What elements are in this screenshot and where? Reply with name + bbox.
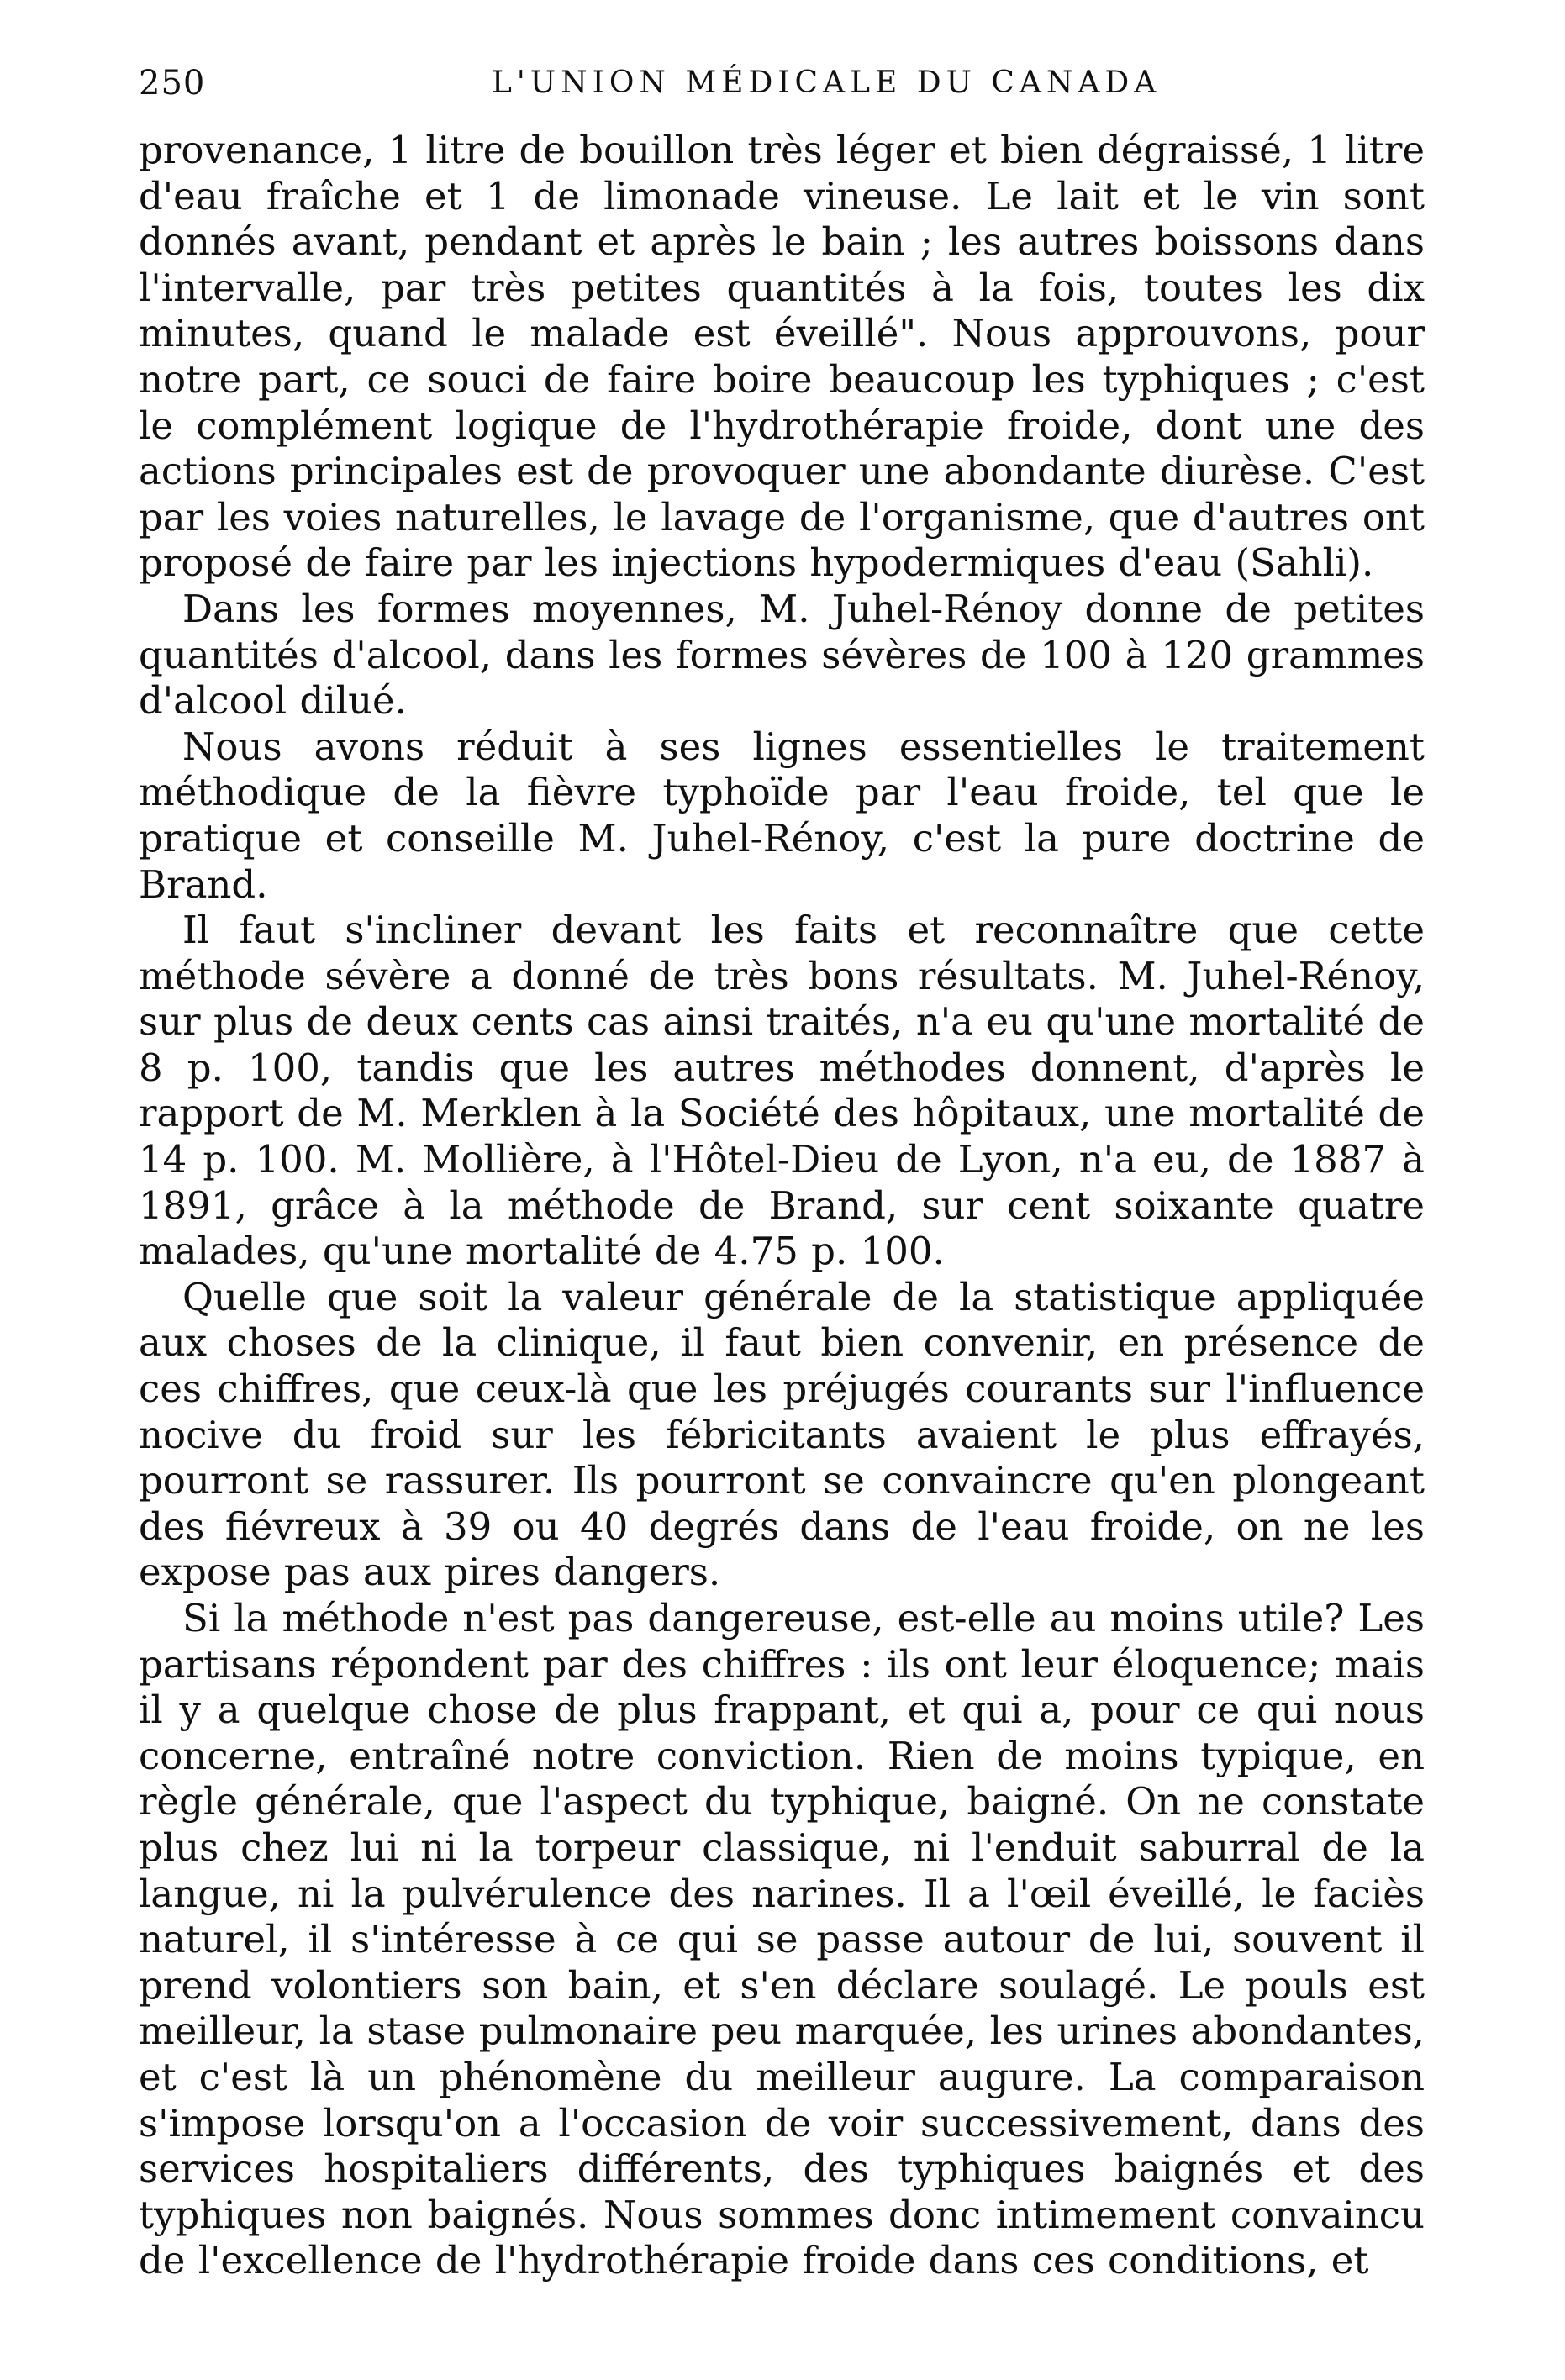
paragraph-3: Nous avons réduit à ses lignes essentielles le traitement méthodique de la fièvre typhoïde par l'eau froide, tel que le pratique et conseille M. Juhel-Rénoy, c'est la pure doctrine de Brand. — [139, 724, 1425, 907]
paragraph-1: provenance, 1 litre de bouillon très léger et bien dégraissé, 1 litre d'eau fraîche et 1 de limonade vineuse. Le lait et le vin sont donnés avant, pendant et après le bain ; les autres boissons dans l'intervalle, par très petites quantités à la fois, toutes les dix minutes, quand le malade est éveillé". Nous approuvons, pour notre part, ce souci de faire boire beaucoup les typhiques ; c'est le complément logique de l'hydrothérapie froide, dont une des actions principales est de provoquer une abondante diurèse. C'est par les voies naturelles, le lavage de l'organisme, que d'autres ont proposé de faire par les injections hypodermiques d'eau (Sahli). — [139, 128, 1425, 586]
body-text — [139, 128, 1425, 2284]
page-number: 250 — [139, 64, 206, 103]
paragraph-5: Quelle que soit la valeur générale de la statistique appliquée aux choses de la clinique, il faut bien convenir, en présence de ces chiffres, que ceux-là que les préjugés courants sur l'influence nocive du froid sur les fébricitants avaient le plus effrayés, pourront se rassurer. Ils pourront se convaincre qu'en plongeant des fiévreux à 39 ou 40 degrés dans de l'eau froide, on ne les expose pas aux pires dangers. — [139, 1274, 1425, 1595]
paragraph-4: Il faut s'incliner devant les faits et reconnaître que cette méthode sévère a donné de très bons résultats. M. Juhel-Rénoy, sur plus de deux cents cas ainsi traités, n'a eu qu'une mortalité de 8 p. 100, tandis que les autres méthodes donnent, d'après le rapport de M. Merklen à la Société des hôpitaux, une mortalité de 14 p. 100. M. Mollière, à l'Hôtel-Dieu de Lyon, n'a eu, de 1887 à 1891, grâce à la méthode de Brand, sur cent soixante quatre malades, qu'une mortalité de 4.75 p. 100. — [139, 908, 1425, 1274]
paragraph-2: Dans les formes moyennes, M. Juhel-Rénoy donne de petites quantités d'alcool, dans les formes sévères de 100 à 120 grammes d'alcool dilué. — [139, 586, 1425, 724]
page-header — [139, 54, 1425, 113]
running-head: L'UNION MÉDICALE DU CANADA — [492, 66, 1162, 100]
paragraph-6: Si la méthode n'est pas dangereuse, est-elle au moins utile? Les partisans répondent par des chiffres : ils ont leur éloquence; mais il y a quelque chose de plus frappant, et qui a, pour ce qui nous concerne, entraîné notre conviction. Rien de moins typique, en règle générale, que l'aspect du typhique, baigné. On ne constate plus chez lui ni la torpeur classique, ni l'enduit saburral de la langue, ni la pulvérulence des narines. Il a l'œil éveillé, le faciès naturel, il s'intéresse à ce qui se passe autour de lui, souvent il prend volontiers son bain, et s'en déclare soulagé. Le pouls est meilleur, la stase pulmonaire peu marquée, les urines abondantes, et c'est là un phénomène du meilleur augure. La comparaison s'impose lorsqu'on a l'occasion de voir successivement, dans des services hospitaliers différents, des typhiques baignés et des typhiques non baignés. Nous sommes donc intimement convaincu de l'excellence de l'hydrothérapie froide dans ces conditions, et — [139, 1596, 1425, 2283]
